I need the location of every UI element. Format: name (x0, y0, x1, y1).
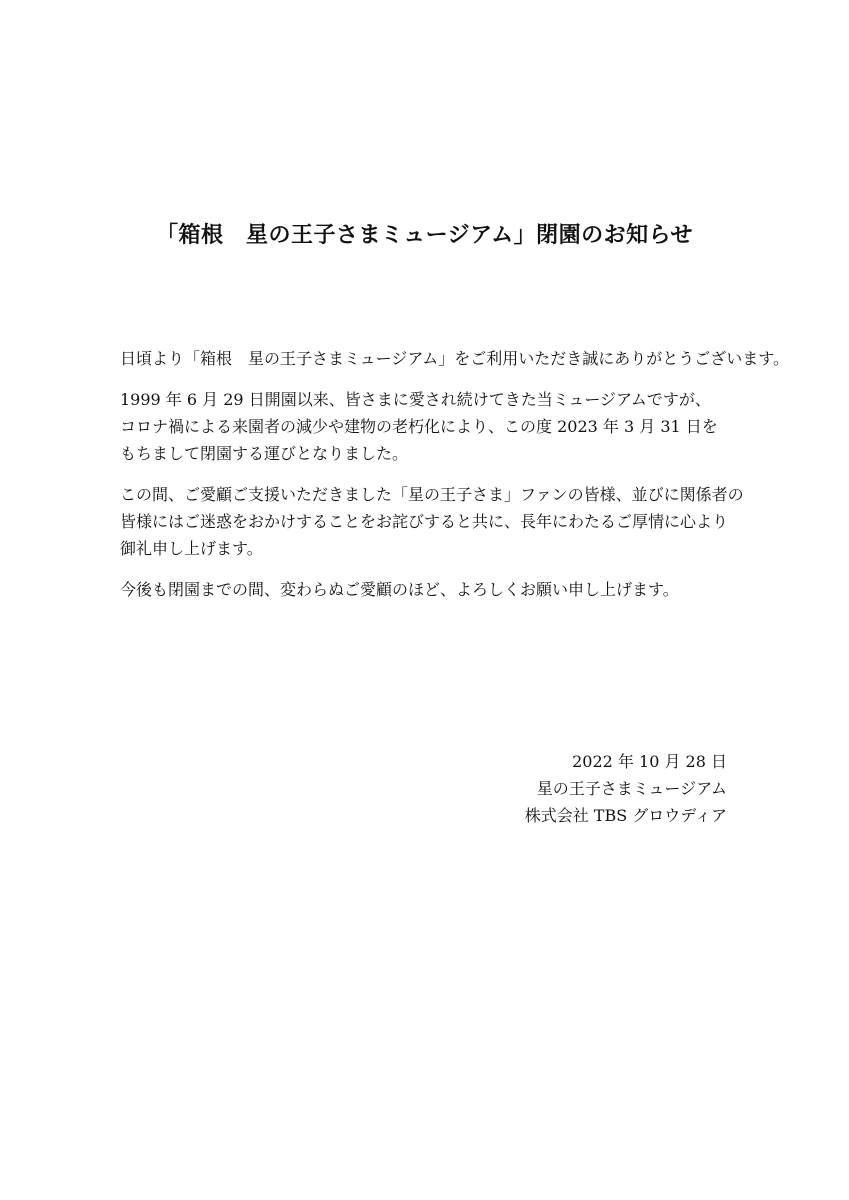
paragraph-line: 日頃より「箱根 星の王子さまミュージアム」をご利用いただき誠にありがとうございます。 (120, 349, 789, 368)
paragraph-greeting (120, 345, 789, 372)
signature-date: 2022 年 10 月 28 日 (572, 752, 727, 771)
paragraph-line: 今後も閉園までの間、変わらぬご愛顧のほど、よろしくお願い申し上げます。 (120, 580, 679, 599)
paragraph-closure-announcement (120, 386, 740, 467)
document-title: 「箱根 星の王子さまミュージアム」閉園のお知らせ (156, 223, 693, 248)
signature-museum: 星の王子さまミュージアム (536, 779, 727, 798)
document-body (120, 345, 789, 617)
paragraph-line: もちまして閉園する運びとなりました。 (120, 444, 409, 463)
signature-company: 株式会社 TBS グロウディア (524, 806, 727, 825)
paragraph-line: 1999 年 6 月 29 日開園以来、皆さまに愛され続けてきた当ミュージアムですが、 (120, 390, 711, 409)
paragraph-line: 御礼申し上げます。 (120, 539, 263, 558)
paragraph-line: コロナ禍による来園者の減少や建物の老朽化により、この度 2023 年 3 月 31 日を (120, 417, 718, 436)
paragraph-line: 皆様にはご迷惑をおかけすることをお詫びすると共に、長年にわたるご厚情に心より (120, 512, 729, 531)
paragraph-thanks (120, 481, 744, 562)
paragraph-closing-request (120, 576, 740, 603)
paragraph-line: この間、ご愛顧ご支援いただきました「星の王子さま」ファンの皆様、並びに関係者の (120, 485, 744, 504)
signature-block (525, 748, 727, 829)
